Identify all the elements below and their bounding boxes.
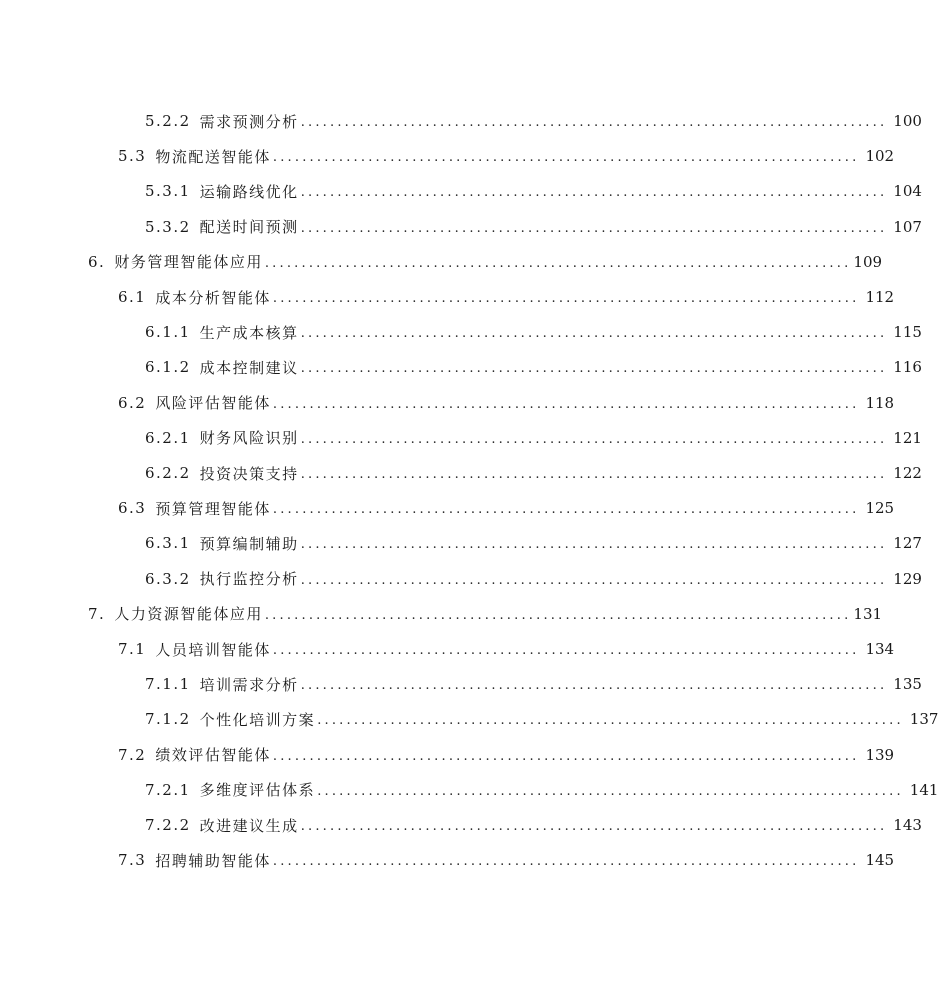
toc-entry-page-number: 122 — [893, 464, 922, 482]
toc-entry[interactable] — [88, 248, 883, 276]
toc-entry[interactable] — [118, 283, 895, 311]
toc-entry-page-number: 100 — [893, 112, 922, 130]
toc-leader-dots: ................................................................................ — [317, 783, 904, 799]
toc-entry[interactable] — [118, 389, 895, 417]
toc-entry-title: 成本控制建议 — [199, 358, 299, 377]
toc-entry-page-number: 127 — [893, 534, 922, 553]
toc-entry-number: 5.3.2 — [145, 217, 191, 236]
toc-entry-number: 7.1.1 — [145, 675, 191, 694]
toc-entry-title: 财务管理智能体应用 — [114, 253, 263, 272]
toc-entry-page-number: 116 — [893, 358, 922, 377]
toc-entry-number: 6.1.1 — [145, 323, 191, 342]
toc-entry-title: 绩效评估智能体 — [155, 746, 271, 765]
toc-entry-title: 配送时间预测 — [199, 218, 299, 237]
toc-entry-number: 6.2.1 — [145, 428, 191, 447]
toc-entry-number: 6.2 — [118, 393, 147, 412]
toc-entry-page-number: 139 — [865, 745, 895, 764]
toc-leader-dots: ................................................................................ — [300, 115, 888, 130]
toc-entry[interactable] — [145, 705, 938, 733]
toc-entry-title: 预算编制辅助 — [199, 534, 299, 553]
toc-entry-page-number: 141 — [909, 780, 938, 799]
toc-entry-number: 6.3 — [118, 499, 147, 518]
toc-leader-dots: ................................................................................ — [272, 643, 860, 658]
toc-leader-dots: ................................................................................ — [300, 361, 888, 377]
toc-entry-number: 7.2.2 — [145, 816, 191, 834]
toc-entry[interactable] — [145, 459, 922, 487]
toc-entry[interactable] — [145, 213, 922, 241]
toc-leader-dots: ................................................................................ — [272, 396, 860, 412]
toc-entry-title: 成本分析智能体 — [155, 288, 271, 307]
toc-entry[interactable] — [145, 353, 922, 381]
toc-entry-title: 个性化培训方案 — [199, 710, 316, 729]
toc-entry-number: 5.2.2 — [145, 112, 191, 130]
toc-entry-number: 7.3 — [118, 851, 147, 870]
toc-leader-dots: ................................................................................ — [272, 502, 860, 518]
toc-entry[interactable] — [118, 494, 895, 522]
toc-leader-dots: ................................................................................ — [264, 607, 852, 623]
toc-entry[interactable] — [145, 776, 938, 804]
toc-entry[interactable] — [118, 741, 895, 769]
toc-entry-number: 5.3.1 — [145, 182, 191, 201]
toc-entry-title: 多维度评估体系 — [199, 781, 316, 800]
toc-entry-page-number: 143 — [893, 816, 922, 834]
toc-entry-page-number: 109 — [853, 252, 883, 271]
toc-entry-title: 需求预测分析 — [199, 112, 299, 131]
toc-entry-title: 生产成本核算 — [199, 323, 299, 342]
toc-leader-dots: ................................................................................ — [300, 220, 888, 236]
toc-entry-page-number: 135 — [893, 675, 922, 694]
toc-entry[interactable] — [118, 635, 895, 663]
toc-entry-title: 投资决策支持 — [199, 464, 299, 483]
toc-entry[interactable] — [118, 846, 895, 874]
toc-entry-page-number: 104 — [893, 182, 922, 201]
toc-entry-page-number: 134 — [865, 640, 895, 658]
toc-leader-dots: ................................................................................ — [272, 748, 860, 764]
toc-entry-number: 6.3.2 — [145, 569, 191, 588]
toc-entry-page-number: 115 — [893, 323, 922, 342]
toc-leader-dots: ................................................................................ — [264, 255, 852, 271]
toc-entry[interactable] — [145, 107, 922, 135]
toc-entry[interactable] — [118, 142, 895, 170]
toc-entry-page-number: 107 — [893, 217, 922, 236]
toc-entry-title: 改进建议生成 — [199, 816, 299, 835]
toc-entry-title: 执行监控分析 — [199, 570, 299, 589]
toc-entry-number: 6.1.2 — [145, 358, 191, 377]
toc-entry-number: 7. — [88, 604, 106, 623]
toc-entry-number: 6.1 — [118, 288, 147, 306]
toc-entry-title: 风险评估智能体 — [155, 394, 271, 413]
toc-leader-dots: ................................................................................ — [300, 185, 888, 201]
toc-entry-page-number: 121 — [893, 428, 922, 447]
toc-leader-dots: ................................................................................ — [272, 291, 860, 306]
toc-leader-dots: ................................................................................ — [300, 572, 888, 588]
toc-entry-page-number: 125 — [865, 499, 895, 518]
toc-entry-number: 7.1 — [118, 640, 147, 658]
toc-entry-title: 人员培训智能体 — [155, 640, 271, 659]
toc-entry-title: 物流配送智能体 — [155, 147, 271, 166]
toc-entry-title: 运输路线优化 — [199, 182, 299, 201]
toc-entry-page-number: 102 — [865, 147, 895, 166]
toc-entry[interactable] — [88, 600, 883, 628]
toc-leader-dots: ................................................................................ — [300, 819, 888, 834]
toc-leader-dots: ................................................................................ — [300, 431, 888, 447]
toc-entry-title: 招聘辅助智能体 — [155, 851, 271, 870]
toc-entry-title: 培训需求分析 — [199, 675, 299, 694]
toc-entry[interactable] — [145, 318, 922, 346]
toc-entry-page-number: 131 — [853, 604, 883, 623]
toc-leader-dots: ................................................................................ — [300, 537, 888, 553]
toc-entry-page-number: 112 — [865, 288, 895, 306]
toc-leader-dots: ................................................................................ — [272, 150, 860, 166]
toc-entry[interactable] — [145, 565, 922, 593]
toc-entry-number: 6.2.2 — [145, 464, 191, 482]
toc-entry-number: 7.1.2 — [145, 710, 191, 729]
toc-leader-dots: ................................................................................ — [317, 713, 904, 729]
toc-leader-dots: ................................................................................ — [300, 678, 888, 694]
toc-entry[interactable] — [145, 670, 922, 698]
toc-entry[interactable] — [145, 177, 922, 205]
toc-leader-dots: ................................................................................ — [300, 326, 888, 342]
toc-entry-number: 7.2 — [118, 745, 147, 764]
toc-entry-number: 7.2.1 — [145, 780, 191, 799]
toc-entry-page-number: 118 — [865, 393, 895, 412]
toc-entry-number: 6. — [88, 252, 106, 271]
toc-entry-page-number: 129 — [893, 569, 922, 588]
toc-entry-title: 人力资源智能体应用 — [114, 605, 263, 624]
toc-entry[interactable] — [145, 529, 922, 557]
toc-entry-title: 预算管理智能体 — [155, 499, 271, 518]
toc-leader-dots: ................................................................................ — [272, 854, 860, 870]
toc-entry-title: 财务风险识别 — [199, 429, 299, 448]
toc-entry-page-number: 137 — [909, 710, 938, 729]
toc-entry-page-number: 145 — [865, 851, 895, 870]
toc-entry[interactable] — [145, 424, 922, 452]
toc-entry-number: 5.3 — [118, 147, 147, 166]
toc-entry-number: 6.3.1 — [145, 534, 191, 553]
toc-entry[interactable] — [145, 811, 922, 839]
toc-leader-dots: ................................................................................ — [300, 467, 888, 482]
